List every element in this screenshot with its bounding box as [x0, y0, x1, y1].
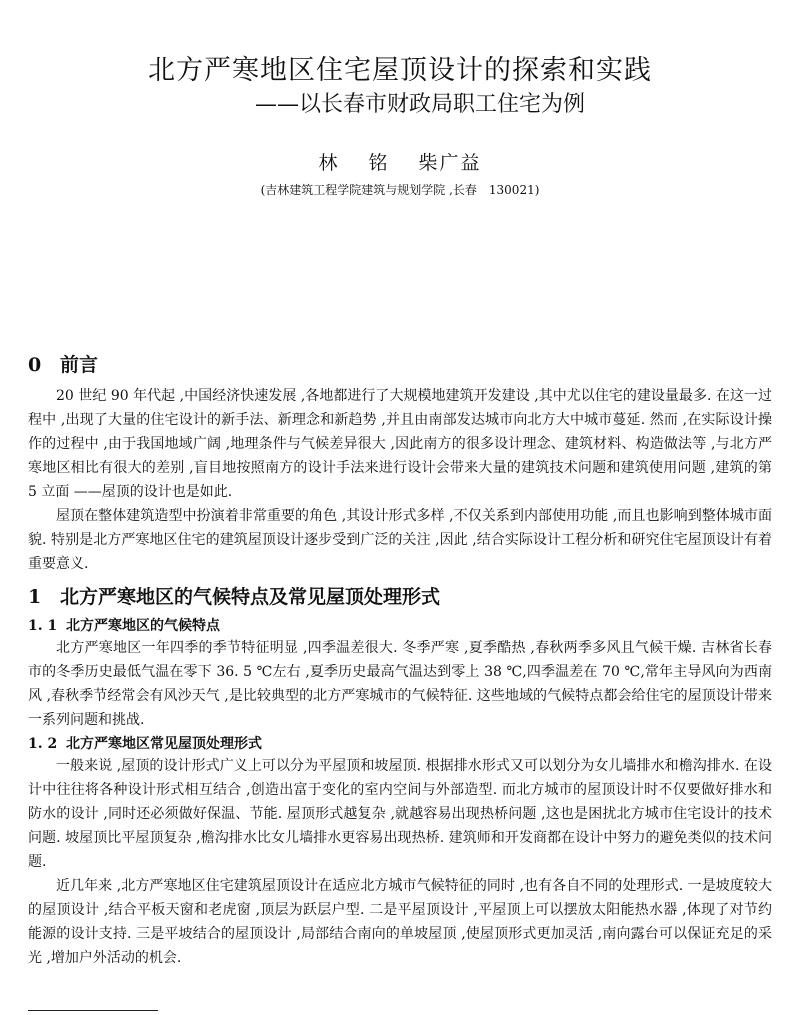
- subsection-title: 北方严寒地区的气候特点: [66, 618, 220, 634]
- subsection-heading-1-1: [28, 616, 772, 636]
- author-affiliation: (吉林建筑工程学院建筑与规划学院 ,长春 130021): [260, 183, 540, 197]
- article-title: 北方严寒地区住宅屋顶设计的探索和实践: [148, 55, 652, 86]
- section-number: 1: [28, 586, 42, 608]
- paragraph: 屋顶在整体建筑造型中扮演着非常重要的角色 ,其设计形式多样 ,不仅关系到内部使用功能 ,而且也影响到整体城市面貌. 特别是北方严寒地区住宅的建筑屋顶设计逐步受到广泛的关注 ,因此 ,结合实际设计工程分析和研究住宅屋顶设计有着重要意义.: [28, 508, 772, 572]
- subsection-title: 北方严寒地区常见屋顶处理形式: [66, 736, 262, 752]
- article-body: [28, 352, 772, 970]
- section-heading-1: [28, 584, 772, 610]
- section-number: 0: [28, 354, 42, 376]
- subsection-number: 1. 2: [28, 736, 58, 752]
- section-title: 北方严寒地区的气候特点及常见屋顶处理形式: [60, 586, 441, 608]
- subsection-heading-1-2: [28, 734, 772, 754]
- paragraph: 20 世纪 90 年代起 ,中国经济快速发展 ,各地都进行了大规模地建筑开发建设 ,其中尤以住宅的建设量最多. 在这一过程中 ,出现了大量的住宅设计的新手法、新理念和新趋势 ,并且由南部发达城市向北方大中城市蔓延. 然而 ,在实际设计操作的过程中 ,由于我国地域广阔 ,地理条件与气候差异很大 ,因此南方的很多设计理念、建筑材料、构造做法等 ,与北方严寒地区相比有很大的差别 ,盲目地按照南方的设计手法来进行设计会带来大量的建筑技术问题和建筑使用问题 ,建筑的第 5 立面 ——屋顶的设计也是如此.: [28, 388, 772, 500]
- subsection-number: 1. 1: [28, 618, 58, 634]
- paragraph: 北方严寒地区一年四季的季节特征明显 ,四季温差很大. 冬季严寒 ,夏季酷热 ,春秋两季多风且气候干燥. 吉林省长春市的冬季历史最低气温在零下 36. 5 ℃左右 ,夏季历史最高气温达到零上 38 ℃,四季温差在 70 ℃,常年主导风向为西南风 ,春秋季节经常会有风沙天气 ,是比较典型的北方严寒城市的气候特征. 这些地域的气候特点都会给住宅的屋顶设计带来一系列问题和挑战.: [28, 640, 772, 728]
- paragraph: 一般来说 ,屋顶的设计形式广义上可以分为平屋顶和坡屋顶. 根据排水形式又可以划分为女儿墙排水和檐沟排水. 在设计中往往将各种设计形式相互结合 ,创造出富于变化的室内空间与外部造型. 而北方城市的屋顶设计时不仅要做好排水和防水的设计 ,同时还必须做好保温、节能. 屋顶形式越复杂 ,就越容易出现热桥问题 ,这也是困扰北方城市住宅设计的技术问题. 坡屋顶比平屋顶复杂 ,檐沟排水比女儿墙排水更容易出现热桥. 建筑师和开发商都在设计中努力的避免类似的技术问题.: [28, 758, 772, 870]
- section-title: 前言: [60, 354, 99, 376]
- section-heading-0: [28, 352, 772, 378]
- paragraph: 近几年来 ,北方严寒地区住宅建筑屋顶设计在适应北方城市气候特征的同时 ,也有各自不同的处理形式. 一是坡度较大的屋顶设计 ,结合平板天窗和老虎窗 ,顶层为跃层户型. 二是平屋顶设计 ,平屋顶上可以摆放太阳能热水器 ,体现了对节约能源的设计支持. 三是平坡结合的屋顶设计 ,局部结合南向的单坡屋顶 ,使屋顶形式更加灵活 ,南向露台可以保证充足的采光 ,增加户外活动的机会.: [28, 878, 772, 966]
- footnote-divider: [28, 1010, 158, 1011]
- article-subtitle: ——以长春市财政局职工住宅为例: [254, 92, 585, 117]
- article-authors: 林 铭 柴广益: [318, 152, 482, 174]
